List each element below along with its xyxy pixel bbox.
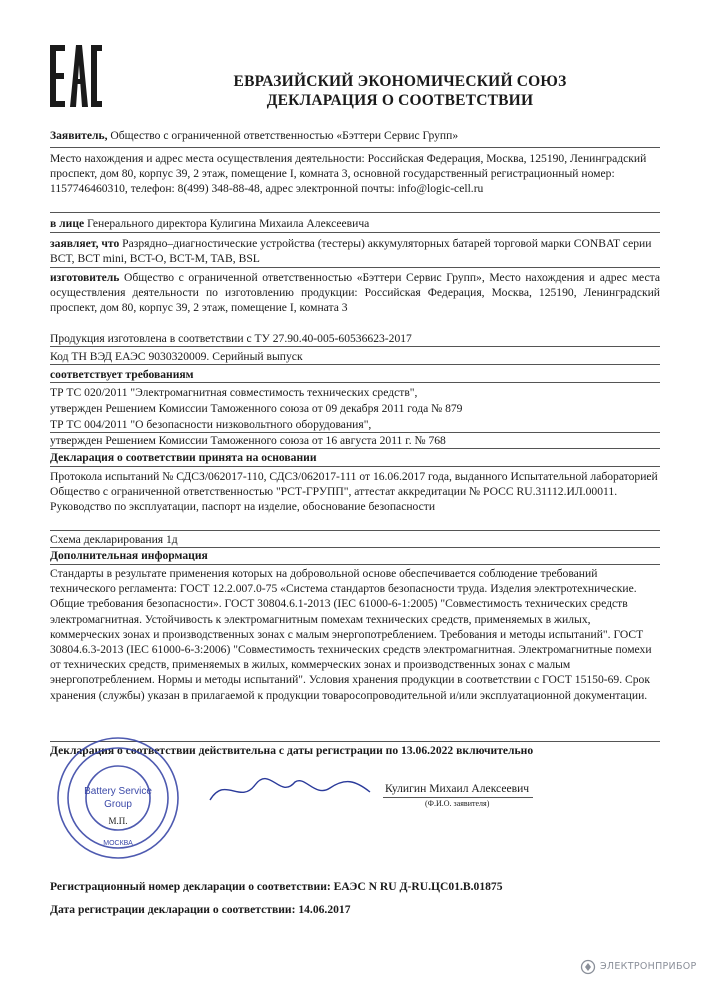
- additional-text: Стандарты в результате применения которых на добровольной основе обеспечивается соблюдение требований технического регламента: ГОСТ 12.2.007.0-75 «Система стандартов безопасности труда. Изделия электротехнические. Общие требования безопасности». ГОСТ 30804.6.1-2013 (IEC 61000-6-1:2005) "Совместимость технических средств электромагнитная. Устойчивость к электромагнитным помехам технических средств, применяемых в жилых, коммерческих зонах и производственных зонах с малым энергопотреблением. Требования и методы испытаний". ГОСТ 30804.6.3-2013 (IEC 61000-6-3:2006) "Совместимость технических средств электромагнитная. Электромагнитные помехи от технических средств, применяемых в жилых, коммерческих зонах и производственных зонах с малым энергопотреблением. Нормы и методы испытаний". Условия хранения продукции в соответствии с ГОСТ 15150-69. Срок хранения (службы) указан в прилагаемой к продукции товаросопроводительной и/или эксплуатационной документации.: [50, 567, 652, 702]
- stamp-mp: М.П.: [108, 816, 128, 826]
- product-code: Код ТН ВЭД ЕАЭС 9030320009. Серийный выпуск: [50, 350, 303, 363]
- scheme-text: Схема декларирования 1д: [50, 533, 178, 546]
- brand-icon: [580, 958, 596, 976]
- registration-number: [50, 879, 660, 894]
- requirement-line: ТР ТС 020/2011 "Электромагнитная совместимость технических средств",: [50, 386, 418, 399]
- maker-value: Общество с ограниченной ответственностью «Бэттери Сервис Групп», Место нахождения и адрес места осуществления деятельности по изготовлению продукции: Российская Федерация, Москва, 125190, Ленинградский проспект, дом 80, корпус 39, 2 этаж, помещение I, комната 3: [50, 271, 660, 314]
- eac-logo: [50, 45, 102, 107]
- person-label: в лице: [50, 217, 85, 230]
- divider: [50, 564, 660, 565]
- document-title: [140, 72, 660, 110]
- title-union: ЕВРАЗИЙСКИЙ ЭКОНОМИЧЕСКИЙ СОЮЗ: [233, 73, 567, 90]
- handwritten-signature: [205, 770, 375, 810]
- basis-heading: Декларация о соответствии принята на основании: [50, 451, 317, 464]
- requirement-line: утвержден Решением Комиссии Таможенного союза от 16 августа 2011 г. № 768: [50, 434, 446, 447]
- divider: [50, 364, 660, 365]
- stamp-center-line1: Battery Service: [84, 786, 152, 797]
- registration-date-label: Дата регистрации декларации о соответствии:: [50, 903, 296, 916]
- maker-line: [50, 270, 660, 315]
- signatory-caption: (Ф.И.О. заявителя): [425, 799, 490, 808]
- applicant-address: Место нахождения и адрес места осуществления деятельности: Российская Федерация, Москва, 125190, Ленинградский проспект, дом 80, корпус 39, 2 этаж, помещение I, комната 3, основной государственный регистрационный номер: 1157746460310, телефон: 8(499) 348-88-48, адрес электронной почты: info@logic-cell.ru: [50, 152, 647, 195]
- registration-number-label: Регистрационный номер декларации о соответствии:: [50, 880, 331, 893]
- applicant-person: [50, 216, 660, 231]
- requirement-line: ТР ТС 004/2011 "О безопасности низковольтного оборудования",: [50, 418, 372, 431]
- declares-value: Разрядно–диагностические устройства (тестеры) аккумуляторных батарей торговой марки CONBAT серии BCT, BCT mini, BCT-O, BCT-M, TAB, BSL: [50, 237, 652, 265]
- declares-label: заявляет, что: [50, 237, 120, 250]
- divider: [50, 530, 660, 531]
- requirement-line: утвержден Решением Комиссии Таможенного союза от 09 декабря 2011 года № 879: [50, 402, 463, 415]
- divider: [50, 232, 660, 233]
- stamp-center-line2: Group: [104, 799, 132, 810]
- divider: [50, 267, 660, 268]
- maker-label: изготовитель: [50, 271, 120, 284]
- divider: [50, 212, 660, 213]
- divider: [50, 448, 660, 449]
- stamp-city: МОСКВА: [103, 840, 133, 847]
- person-value: Генерального директора Кулигина Михаила Алексеевича: [84, 217, 370, 230]
- registration-date: [50, 902, 660, 917]
- basis-text: Протокола испытаний № СДСЗ/062017-110, СДСЗ/062017-111 от 16.06.2017 года, выданного Испытательной лабораторией Общество с ограниченной ответственностью "РСТ-ГРУПП", аттестат аккредитации № РОСС RU.31112.ИЛ.00011. Руководство по эксплуатации, паспорт на изделие, обоснование безопасности: [50, 470, 658, 513]
- validity-text: Декларация о соответствии действительна с даты регистрации по 13.06.2022 включительно: [50, 744, 534, 757]
- requirements-heading: соответствует требованиям: [50, 368, 194, 381]
- company-stamp: [55, 735, 181, 861]
- signatory-name: Кулигин Михаил Алексеевич: [385, 782, 530, 795]
- registration-date-value: 14.06.2017: [295, 903, 351, 916]
- divider: [50, 466, 660, 467]
- divider: [50, 147, 660, 148]
- divider: [50, 346, 660, 347]
- divider: [50, 382, 660, 383]
- title-declaration: ДЕКЛАРАЦИЯ О СООТВЕТСТВИИ: [266, 92, 534, 109]
- signature-line: [383, 797, 533, 798]
- brand-name: ЭЛЕКТРОНПРИБОР: [600, 961, 697, 972]
- registration-number-value: ЕАЭС N RU Д-RU.ЦС01.В.01875: [330, 880, 503, 893]
- additional-heading: Дополнительная информация: [50, 549, 208, 562]
- declares-line: [50, 236, 660, 266]
- applicant-value: Общество с ограниченной ответственностью «Бэттери Сервис Групп»: [107, 129, 459, 142]
- applicant-label: Заявитель,: [50, 129, 108, 142]
- applicant-line: [50, 128, 660, 143]
- product-tu: Продукция изготовлена в соответствии с ТУ 27.90.40-005-60536623-2017: [50, 332, 412, 345]
